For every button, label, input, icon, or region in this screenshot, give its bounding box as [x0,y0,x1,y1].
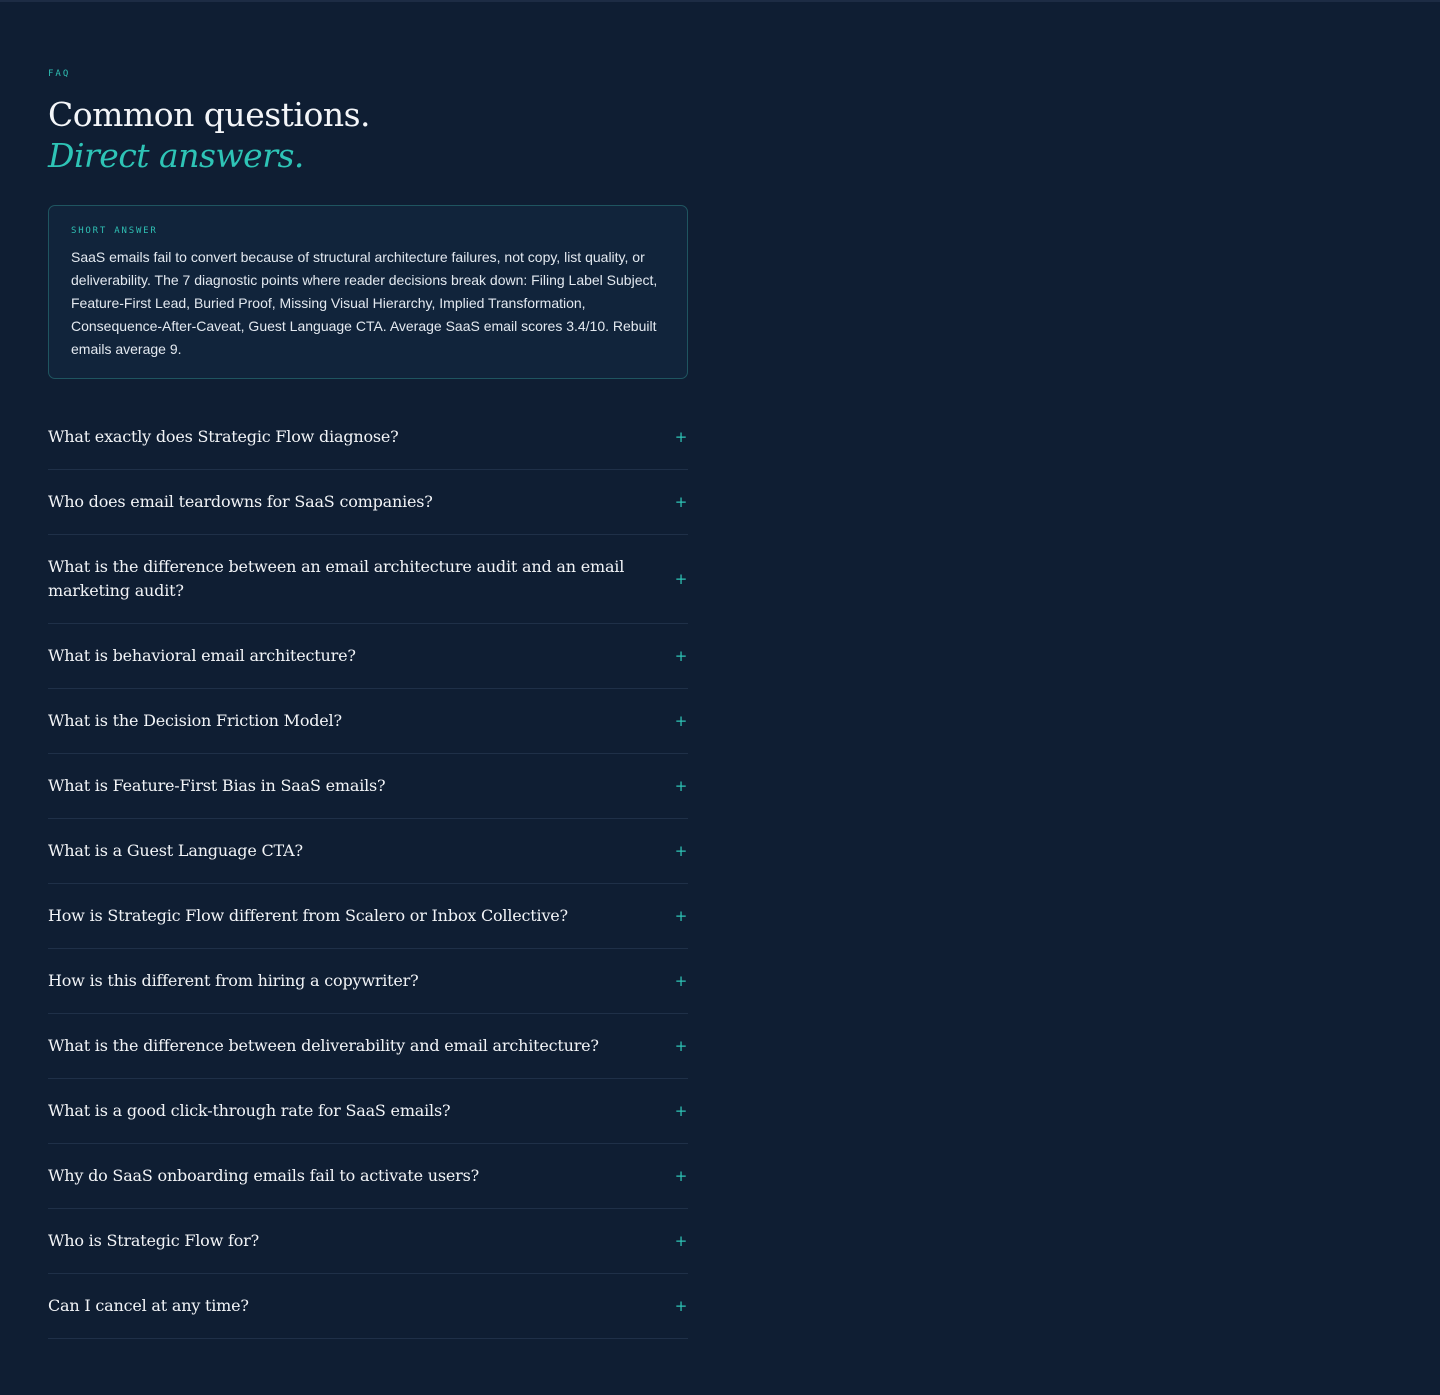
plus-icon[interactable]: + [674,907,688,925]
short-answer-text: SaaS emails fail to convert because of structural architecture failures, not copy, list quality, or deliverability. The 7 diagnostic points where reader decisions break down: Filing Label Subject, Feature-First Lead, Buried Proof, Missing Visual Hierarchy, Implied Transformation, Consequence-After-Caveat, Guest Language CTA. Average SaaS email scores 3.4/10. Rebuilt emails average 9. [71,249,658,357]
plus-icon[interactable]: + [674,712,688,730]
faq-item[interactable] [48,535,688,624]
plus-icon[interactable]: + [674,570,688,588]
plus-icon[interactable]: + [674,1167,688,1185]
faq-question: How is this different from hiring a copywriter? [48,971,419,990]
faq-item[interactable] [48,689,688,754]
short-answer-label: SHORT ANSWER [71,226,158,236]
faq-item[interactable] [48,405,688,470]
faq-item[interactable] [48,1014,688,1079]
title-line-primary: Common questions. [48,95,371,134]
faq-question: How is Strategic Flow different from Scalero or Inbox Collective? [48,906,568,925]
faq-item[interactable] [48,754,688,819]
plus-icon[interactable]: + [674,1232,688,1250]
faq-question: What is a good click-through rate for SaaS emails? [48,1101,451,1120]
faq-question: What is the difference between an email architecture audit and an email marketing audit? [48,557,625,600]
plus-icon[interactable]: + [674,1037,688,1055]
faq-question: What is Feature-First Bias in SaaS emails? [48,776,386,795]
faq-question: Who is Strategic Flow for? [48,1231,259,1250]
section-title [48,94,688,176]
faq-item[interactable] [48,1079,688,1144]
faq-section [48,68,688,1339]
faq-question: What is the difference between deliverability and email architecture? [48,1036,599,1055]
faq-question: Why do SaaS onboarding emails fail to activate users? [48,1166,479,1185]
faq-question: What is behavioral email architecture? [48,646,356,665]
faq-item[interactable] [48,1274,688,1339]
faq-item[interactable] [48,819,688,884]
faq-list [48,405,688,1339]
faq-item[interactable] [48,1209,688,1274]
section-eyebrow: FAQ [48,69,71,79]
faq-item[interactable] [48,624,688,689]
faq-question: What is a Guest Language CTA? [48,841,303,860]
top-divider [0,0,1440,2]
faq-item[interactable] [48,470,688,535]
faq-question: Who does email teardowns for SaaS companies? [48,492,433,511]
short-answer-card [48,205,688,379]
faq-question: What is the Decision Friction Model? [48,711,342,730]
plus-icon[interactable]: + [674,842,688,860]
plus-icon[interactable]: + [674,777,688,795]
plus-icon[interactable]: + [674,493,688,511]
plus-icon[interactable]: + [674,1102,688,1120]
faq-question: Can I cancel at any time? [48,1296,249,1315]
faq-item[interactable] [48,949,688,1014]
plus-icon[interactable]: + [674,647,688,665]
faq-item[interactable] [48,1144,688,1209]
plus-icon[interactable]: + [674,1297,688,1315]
plus-icon[interactable]: + [674,972,688,990]
faq-question: What exactly does Strategic Flow diagnose? [48,427,399,446]
faq-item[interactable] [48,884,688,949]
plus-icon[interactable]: + [674,428,688,446]
title-line-accent: Direct answers. [48,136,304,175]
